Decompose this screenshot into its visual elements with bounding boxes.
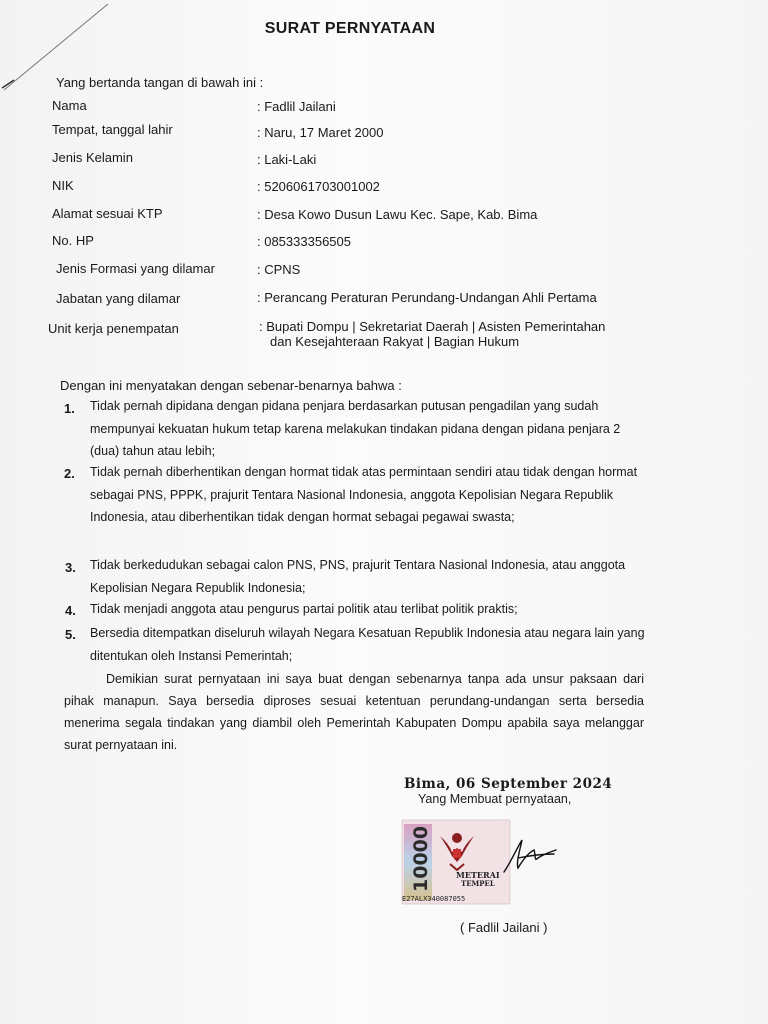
document-title: SURAT PERNYATAAN [264, 20, 436, 37]
list-item-text: Tidak pernah diberhentikan dengan hormat tidak atas permintaan sendiri atau tidak dengan hormat sebagai PNS, PPPK, prajurit Tentara Nasional Indonesia, anggota Kepolisian Negara Republik Indonesia, atau diberhentikan tidak dengan hormat sebagai pegawai swasta; [90, 465, 638, 524]
field-label-gender: Jenis Kelamin [52, 150, 133, 165]
intro-text: Yang bertanda tangan di bawah ini : [56, 75, 264, 90]
field-label-phone: No. HP [52, 233, 94, 248]
handwritten-signature [500, 836, 560, 876]
field-value-work-unit-line2: dan Kesejahteraan Rakyat | Bagian Hukum [270, 334, 520, 349]
field-value-phone: : 085333356505 [257, 234, 351, 249]
field-value-address: : Desa Kowo Dusun Lawu Kec. Sape, Kab. Bima [257, 207, 538, 222]
field-value-birth: : Naru, 17 Maret 2000 [257, 125, 384, 140]
place-date: Bima, 06 September 2024 [404, 776, 613, 792]
field-value-position: : Perancang Peraturan Perundang-Undangan Ahli Pertama [257, 290, 597, 305]
statement-text: Dengan ini menyatakan dengan sebenar-benarnya bahwa : [60, 378, 402, 393]
field-label-birth: Tempat, tanggal lahir [52, 122, 173, 137]
list-item-number: 4. [65, 603, 76, 618]
signer-name: ( Fadlil Jailani ) [460, 920, 548, 935]
field-label-formation: Jenis Formasi yang dilamar [56, 261, 215, 276]
list-item-number: 2. [64, 466, 75, 481]
list-item-number: 3. [65, 560, 76, 575]
stamp-amount: 10000 [410, 825, 432, 892]
field-value-formation: : CPNS [257, 262, 301, 277]
field-label-nik: NIK [52, 178, 74, 193]
stamp-serial: E27ALX340087055 [402, 895, 466, 903]
field-label-work-unit: Unit kerja penempatan [48, 321, 179, 336]
field-label-nama: Nama [52, 98, 87, 113]
stamp-label-meterai: METERAI [456, 870, 500, 880]
list-item-text: Tidak menjadi anggota atau pengurus partai politik atau terlibat politik praktis; [90, 602, 518, 616]
stamp-label-tempel: TEMPEL [461, 879, 495, 888]
field-value-nik: : 5206061703001002 [257, 179, 380, 194]
field-label-address: Alamat sesuai KTP [52, 206, 163, 221]
field-label-position: Jabatan yang dilamar [56, 291, 181, 306]
meterai-stamp [396, 818, 514, 908]
list-item-number: 5. [65, 627, 76, 642]
field-value-work-unit: : Bupati Dompu | Sekretariat Daerah | Asisten Pemerintahan [259, 319, 606, 334]
closing-paragraph: Demikian surat pernyataan ini saya buat dengan sebenarnya tanpa ada unsur paksaan dari pihak manapun. Saya bersedia diproses sesuai ketentuan perundang-undangan serta bersedia menerima segala tindakan yang diambil oleh Pemerintah Kabupaten Dompu apabila saya melanggar surat pernyataan ini. [64, 672, 644, 752]
field-value-nama: : Fadlil Jailani [257, 99, 336, 114]
list-item-text: Bersedia ditempatkan diseluruh wilayah Negara Kesatuan Republik Indonesia atau negara lain yang ditentukan oleh Instansi Pemerintah; [90, 626, 645, 663]
field-value-gender: : Laki-Laki [257, 152, 317, 167]
list-item-text: Tidak berkedudukan sebagai calon PNS, PNS, prajurit Tentara Nasional Indonesia, atau anggota Kepolisian Negara Republik Indonesia; [90, 558, 626, 595]
list-item-text: Tidak pernah dipidana dengan pidana penjara berdasarkan putusan pengadilan yang sudah mempunyai kekuatan hukum tetap karena melakukan tindakan pidana dengan pidana penjara 2 (dua) tahun atau lebih; [90, 399, 621, 458]
list-item-number: 1. [64, 401, 75, 416]
statement-maker-label: Yang Membuat pernyataan, [418, 792, 572, 806]
